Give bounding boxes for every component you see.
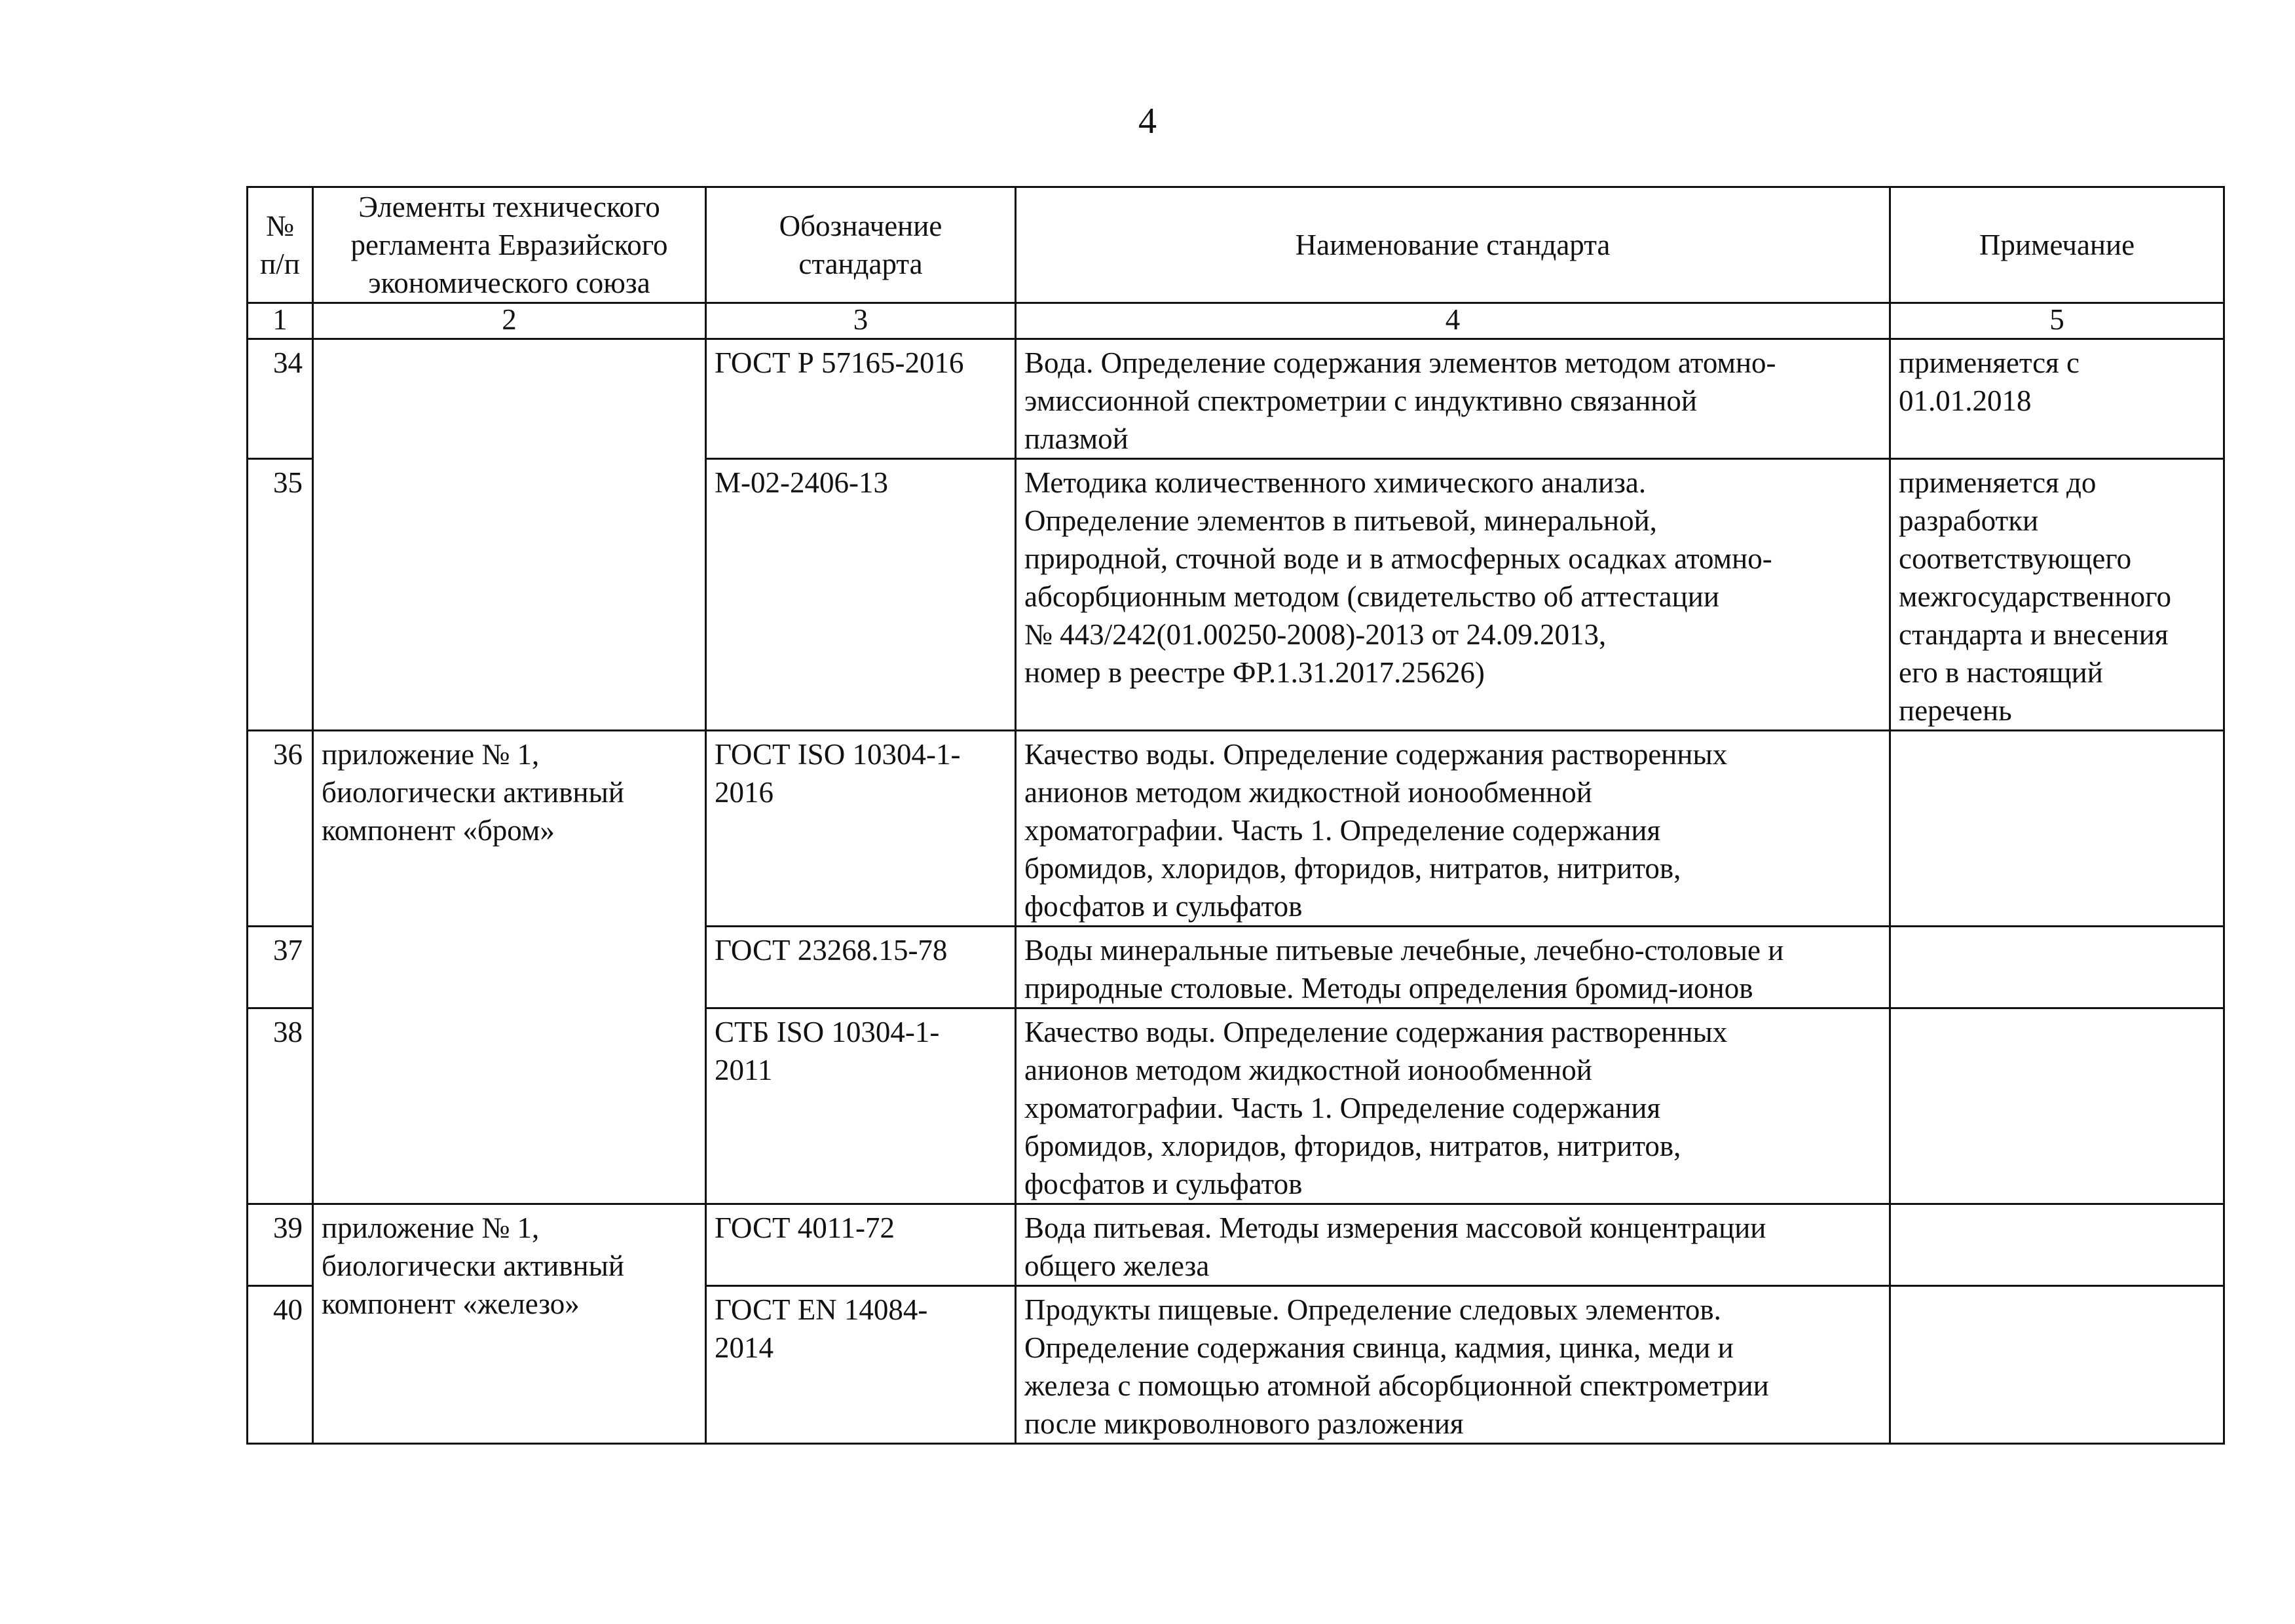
table-row [248,1204,2224,1286]
row-number: 37 [248,927,313,1008]
row-element-empty [313,339,706,731]
column-number: 1 [248,303,313,339]
row-number: 40 [248,1286,313,1444]
header-designation: Обозначение стандарта [706,187,1016,303]
row-number: 38 [248,1008,313,1204]
row-note [1890,1008,2224,1204]
row-standard-name: Качество воды. Определение содержания растворенных анионов методом жидкостной ионообменной хроматографии. Часть 1. Определение содержания бромидов, хлоридов, фторидов, нитратов, нитритов, фосфатов и сульфатов [1016,1008,1890,1204]
table-row [248,339,2224,459]
row-number: 34 [248,339,313,459]
row-standard-name: Вода. Определение содержания элементов методом атомно- эмиссионной спектрометрии с индуктивно связанной плазмой [1016,339,1890,459]
header-num: № п/п [248,187,313,303]
column-number: 5 [1890,303,2224,339]
table-row [248,731,2224,927]
row-number: 35 [248,459,313,731]
row-standard-name: Воды минеральные питьевые лечебные, лечебно-столовые и природные столовые. Методы определения бромид-ионов [1016,927,1890,1008]
standards-table [246,186,2225,1445]
row-element-iron: приложение № 1, биологически активный компонент «железо» [313,1204,706,1444]
header-name: Наименование стандарта [1016,187,1890,303]
row-designation: ГОСТ EN 14084- 2014 [706,1286,1016,1444]
column-number: 3 [706,303,1016,339]
row-note [1890,1286,2224,1444]
row-designation: М-02-2406-13 [706,459,1016,731]
row-designation: СТБ ISO 10304-1- 2011 [706,1008,1016,1204]
row-standard-name: Качество воды. Определение содержания растворенных анионов методом жидкостной ионообменной хроматографии. Часть 1. Определение содержания бромидов, хлоридов, фторидов, нитратов, нитритов, фосфатов и сульфатов [1016,731,1890,927]
row-note [1890,731,2224,927]
row-standard-name: Методика количественного химического анализа. Определение элементов в питьевой, минеральной, природной, сточной воде и в атмосферных осадках атомно- абсорбционным методом (свидетельство об аттестации № 443/242(01.00250-2008)-2013 от 24.09.2013, номер в реестре ФР.1.31.2017.25626) [1016,459,1890,731]
column-number: 4 [1016,303,1890,339]
header-note: Примечание [1890,187,2224,303]
row-note [1890,927,2224,1008]
row-number: 36 [248,731,313,927]
column-number-row [248,303,2224,339]
row-designation: ГОСТ 23268.15-78 [706,927,1016,1008]
row-element-bromine: приложение № 1, биологически активный компонент «бром» [313,731,706,1204]
column-number: 2 [313,303,706,339]
row-standard-name: Продукты пищевые. Определение следовых элементов. Определение содержания свинца, кадмия, цинка, меди и железа с помощью атомной абсорбционной спектрометрии после микроволнового разложения [1016,1286,1890,1444]
page-number: 4 [1138,101,1157,141]
row-designation: ГОСТ ISO 10304-1- 2016 [706,731,1016,927]
row-note: применяется с 01.01.2018 [1890,339,2224,459]
row-number: 39 [248,1204,313,1286]
row-designation: ГОСТ 4011-72 [706,1204,1016,1286]
row-standard-name: Вода питьевая. Методы измерения массовой концентрации общего железа [1016,1204,1890,1286]
header-element: Элементы технического регламента Евразийского экономического союза [313,187,706,303]
row-designation: ГОСТ Р 57165-2016 [706,339,1016,459]
row-note [1890,1204,2224,1286]
table-header-row [248,187,2224,303]
row-note: применяется до разработки соответствующего межгосударственного стандарта и внесения его в настоящий перечень [1890,459,2224,731]
